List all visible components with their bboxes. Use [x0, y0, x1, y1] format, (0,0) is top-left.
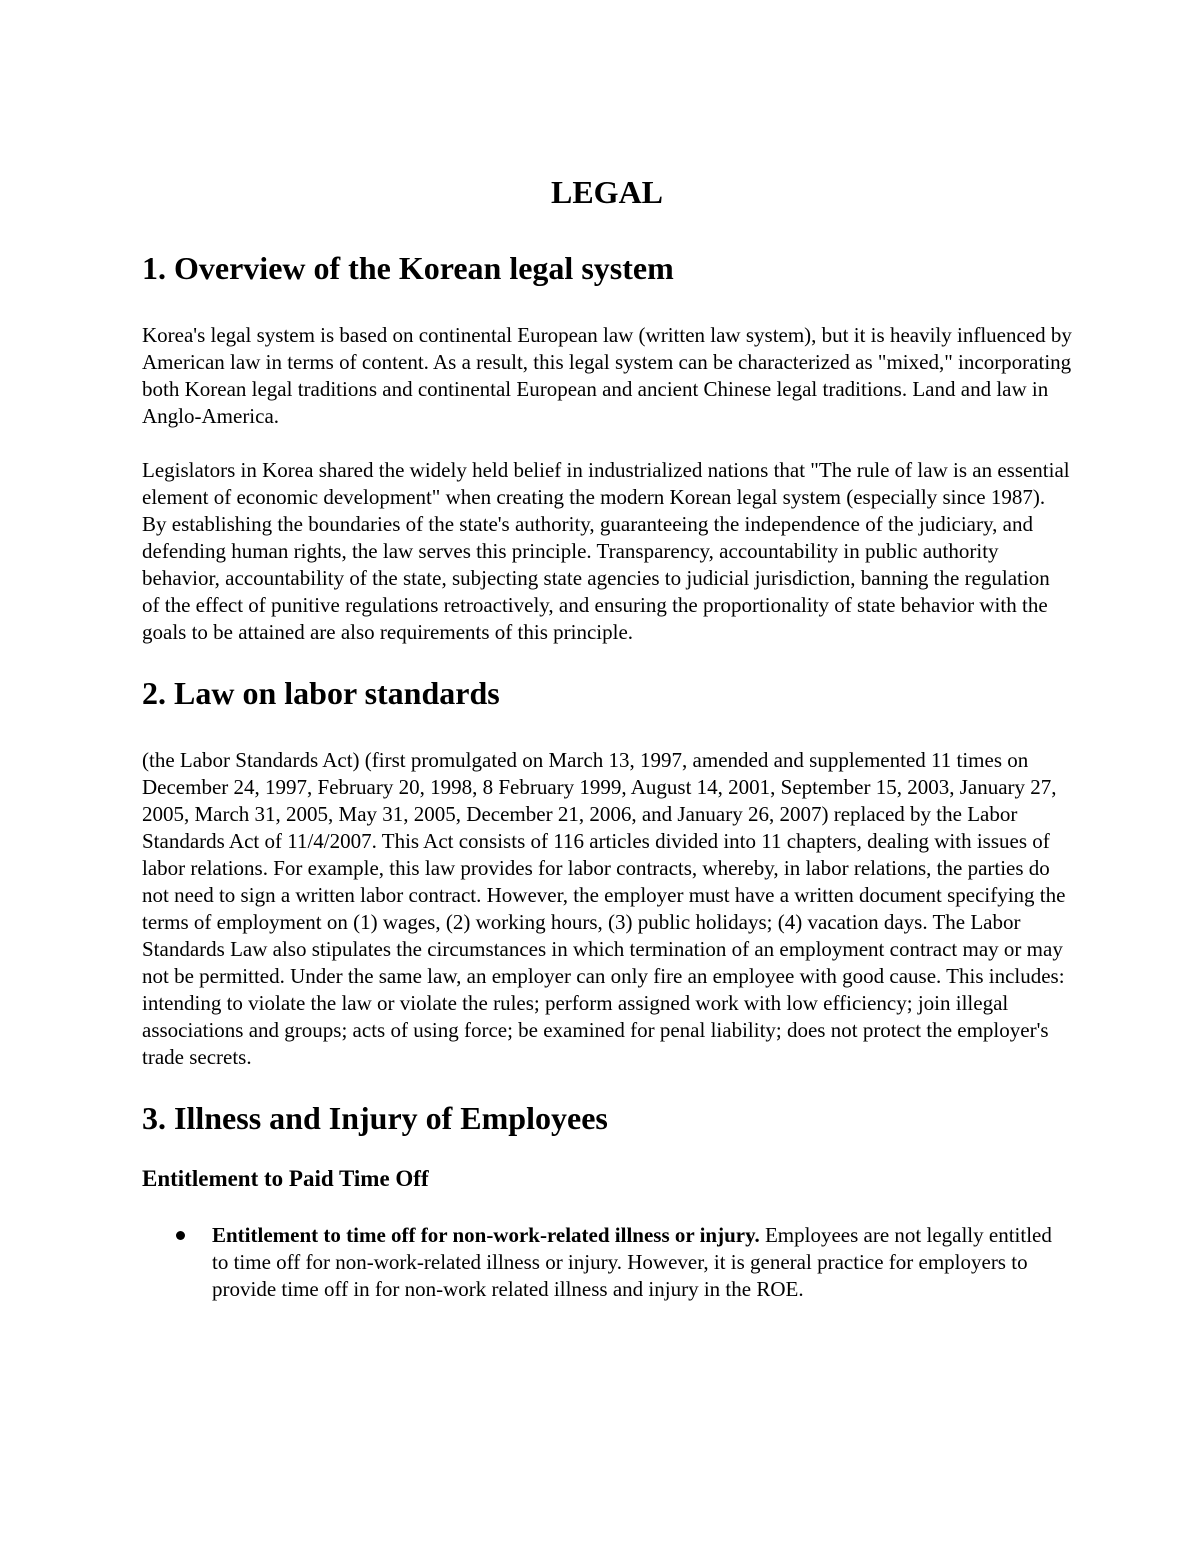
section-heading-labor-standards: 2. Law on labor standards [142, 675, 500, 711]
subheading-paid-time-off: Entitlement to Paid Time Off [142, 1166, 429, 1191]
paragraph-overview-2: Legislators in Korea shared the widely held belief in industrialized nations that "The rule of law is an essential element of economic development" when creating the modern Korean legal system (especially since 1987). By establishing the boundaries of the state's authority, guaranteeing the independence of the judiciary, and defending human rights, the law serves this principle. Transparency, accountability in public authority behavior, accountability of the state, subjecting state agencies to judicial jurisdiction, banning the regulation of the effect of punitive regulations retroactively, and ensuring the proportionality of state behavior with the goals to be attained are also requirements of this principle. [142, 458, 1070, 644]
paragraph-overview-1: Korea's legal system is based on continental European law (written law system), but it is heavily influenced by American law in terms of content. As a result, this legal system can be characterized as "mixed," incorporating both Korean legal traditions and continental European and ancient Chinese legal traditions. Land and law in Anglo-America. [142, 323, 1072, 428]
section-heading-illness-injury: 3. Illness and Injury of Employees [142, 1100, 608, 1136]
document-page [142, 160, 1072, 1303]
bullet-dot-icon [176, 1231, 185, 1240]
bullet-lead-text: Entitlement to time off for non-work-related illness or injury. [212, 1223, 760, 1247]
bullet-body-text: Employees are not legally entitled to time off for non-work-related illness or injury. However, it is general practice for employers to provide time off in for non-work related illness and injury in the ROE. [212, 1223, 1052, 1301]
paragraph-labor-standards: (the Labor Standards Act) (first promulgated on March 13, 1997, amended and supplemented 11 times on December 24, 1997, February 20, 1998, 8 February 1999, August 14, 2001, September 15, 2003, January 27, 2005, March 31, 2005, May 31, 2005, December 21, 2006, and January 26, 2007) replaced by the Labor Standards Act of 11/4/2007. This Act consists of 116 articles divided into 11 chapters, dealing with issues of labor relations. For example, this law provides for labor contracts, whereby, in labor relations, the parties do not need to sign a written labor contract. However, the employer must have a written document specifying the terms of employment on (1) wages, (2) working hours, (3) public holidays; (4) vacation days. The Labor Standards Law also stipulates the circumstances in which termination of an employment contract may or may not be permitted. Under the same law, an employer can only fire an employee with good cause. This includes: intending to violate the law or violate the rules; perform assigned work with low efficiency; join illegal associations and groups; acts of using force; be examined for penal liability; does not protect the employer's trade secrets. [142, 748, 1066, 1069]
section-heading-overview: 1. Overview of the Korean legal system [142, 250, 674, 286]
document-title: LEGAL [550, 174, 664, 210]
bullet-list [142, 1222, 1072, 1303]
list-item [142, 1222, 1072, 1303]
